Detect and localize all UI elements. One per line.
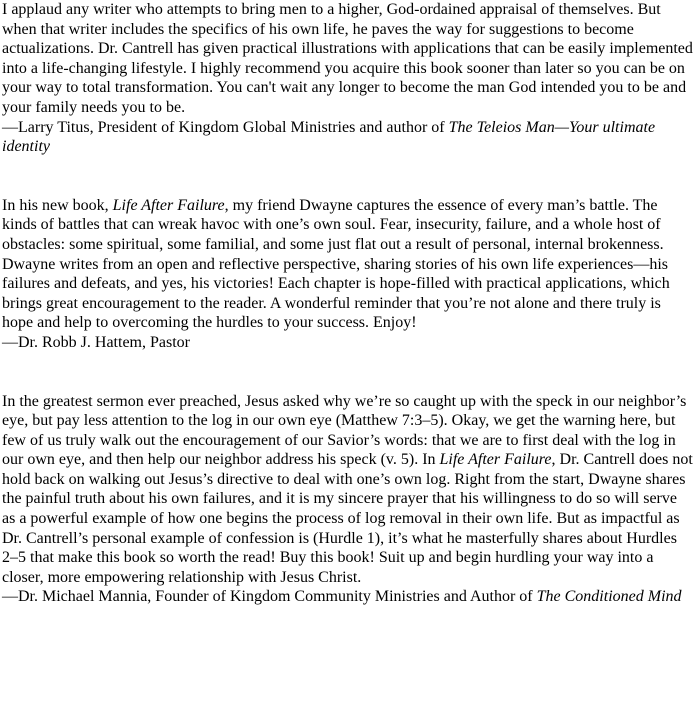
attribution-text: —Larry Titus, President of Kingdom Global Ministries and author of <box>2 118 449 136</box>
endorsement-body <box>2 196 694 333</box>
endorsement-mannia <box>2 392 694 608</box>
spacer <box>2 353 694 392</box>
endorsement-body <box>2 392 694 588</box>
endorsements-page <box>2 0 694 607</box>
endorsement-attribution <box>2 118 694 157</box>
book-title: Life After Failure <box>112 196 225 214</box>
endorsement-titus <box>2 0 694 157</box>
endorsement-text: , Dr. Cantrell does not hold back on walking out Jesus’s directive to deal with one’s own log. Right from the start, Dwayne shares the painful truth about his own failures, and it is my sincere prayer that his willingness to do so will serve as a powerful example of how one begins the process of log removal in their own life. But as impactful as Dr. Cantrell’s personal example of confession is (Hurdle 1), it’s what he masterfully shares about Hurdles 2–5 that make this book so worth the read! Buy this book! Suit up and begin hurdling your way into a closer, more empowering relationship with Jesus Christ. <box>2 451 693 586</box>
endorsement-text: , my friend Dwayne captures the essence of every man’s battle. The kinds of battles that can wreak havoc with one’s own soul. Fear, insecurity, failure, and a whole host of obstacles: some spiritual, some familial, and some just flat out a result of personal, internal brokenness. Dwayne writes from an open and reflective perspective, sharing stories of his own life experiences—his failures and defeats, and yes, his victories! Each chapter is hope-filled with practical applications, which brings great encouragement to the reader. A wonderful reminder that you’re not alone and there truly is hope and help to overcoming the hurdles to your success. Enjoy! <box>2 196 670 332</box>
book-title: The Conditioned Mind <box>536 588 682 606</box>
attribution-text: —Dr. Michael Mannia, Founder of Kingdom Community Ministries and Author of <box>2 588 537 606</box>
endorsement-attribution: —Dr. Robb J. Hattem, Pastor <box>2 333 190 351</box>
endorsement-text: I applaud any writer who attempts to bring men to a higher, God-ordained appraisal of themselves. But when that writer includes the specifics of his own life, he paves the way for suggestions to become actualizations. Dr. Cantrell has given practical illustrations with applications that can be easily implemented into a life-changing lifestyle. I highly recommend you acquire this book sooner than later so you can be on your way to total transformation. You can't wait any longer to become the man God intended you to be and your family needs you to be. <box>2 1 693 116</box>
endorsement-text: In his new book, <box>2 196 113 214</box>
endorsement-hattem <box>2 196 694 353</box>
book-title: The Teleios Man—Your ultimate identity <box>2 118 656 156</box>
endorsement-body <box>2 0 694 118</box>
spacer <box>2 157 694 196</box>
endorsement-text: In the greatest sermon ever preached, Jesus asked why we’re so caught up with the speck in our neighbor’s eye, but pay less attention to the log in our own eye (Matthew 7:3–5). Okay, we get the warning here, but few of us truly walk out the encouragement of our Savior’s words: that we are to first deal with the log in our own eye, and then help our neighbor address his speck (v. 5). In <box>2 392 687 469</box>
endorsement-attribution <box>2 587 694 607</box>
book-title: Life After Failure <box>439 451 552 469</box>
